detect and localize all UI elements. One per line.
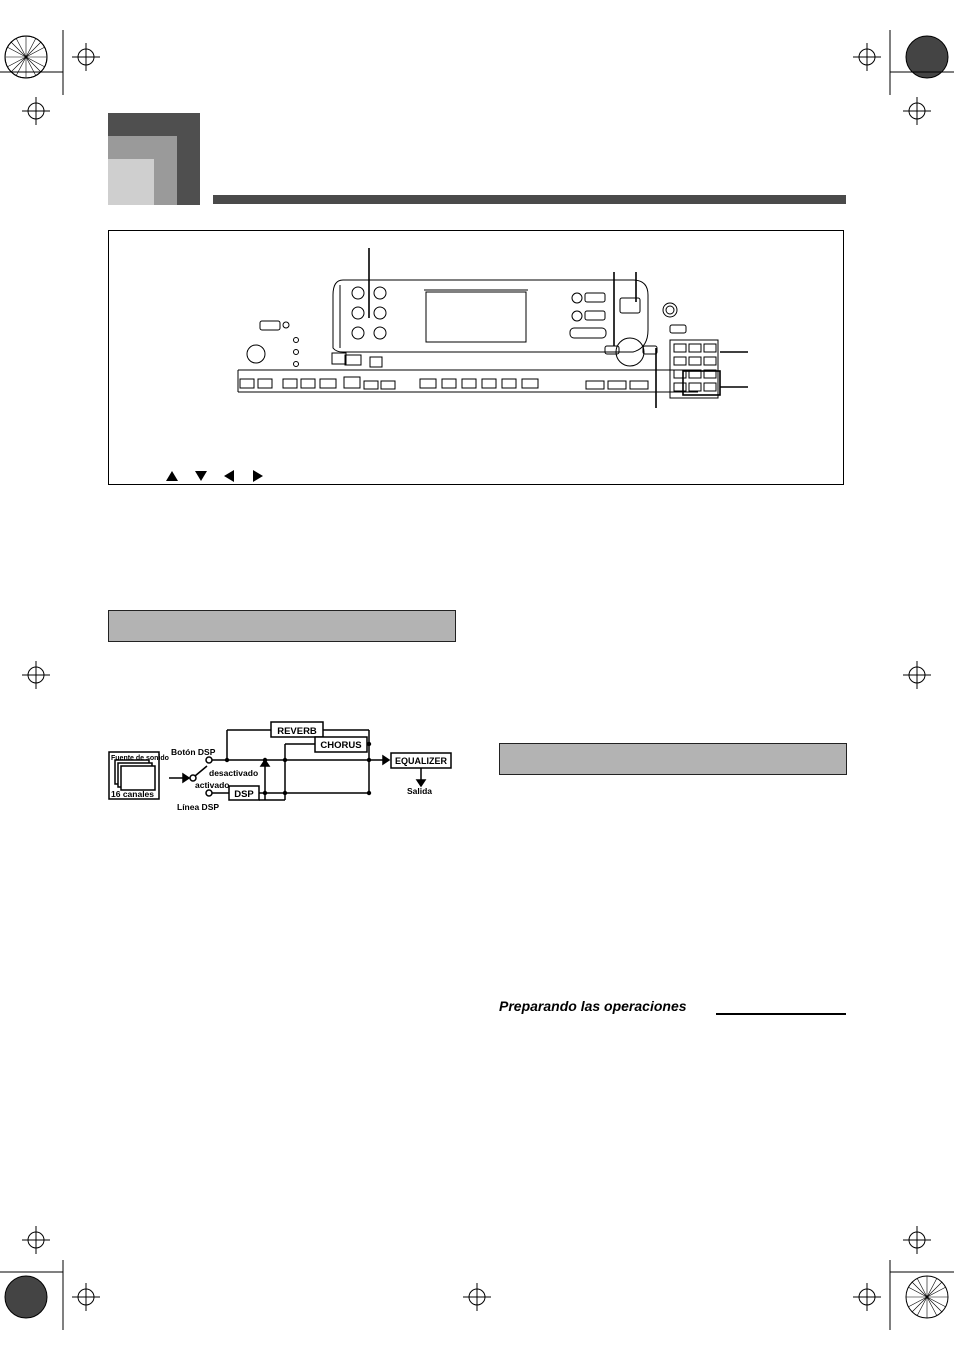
section-box-right <box>499 743 847 775</box>
output-label: Salida <box>407 786 433 796</box>
on-label: activado <box>195 780 230 790</box>
source-label: Fuente de sonido <box>111 755 169 762</box>
section-box-left <box>108 610 456 642</box>
right-triangle-icon <box>253 470 263 482</box>
dsp-line-label: Línea DSP <box>177 802 220 812</box>
up-triangle-icon <box>166 471 178 481</box>
channels-label: 16 canales <box>111 789 155 799</box>
chorus-label: CHORUS <box>320 740 362 751</box>
off-label: desactivado <box>209 768 259 778</box>
header-rule <box>213 195 846 204</box>
dsp-signal-diagram <box>105 714 465 820</box>
left-triangle-icon <box>224 470 234 482</box>
keyboard-panel-illustration <box>108 230 844 485</box>
dsp-label: DSP <box>234 789 254 800</box>
subheading: Preparando las operaciones <box>499 998 687 1014</box>
equalizer-label: EQUALIZER <box>394 756 448 766</box>
reverb-label: REVERB <box>277 726 317 737</box>
dsp-button-label: Botón DSP <box>171 747 216 757</box>
header-block-light <box>108 159 154 205</box>
down-triangle-icon <box>195 471 207 481</box>
subheading-rule <box>716 1013 846 1015</box>
